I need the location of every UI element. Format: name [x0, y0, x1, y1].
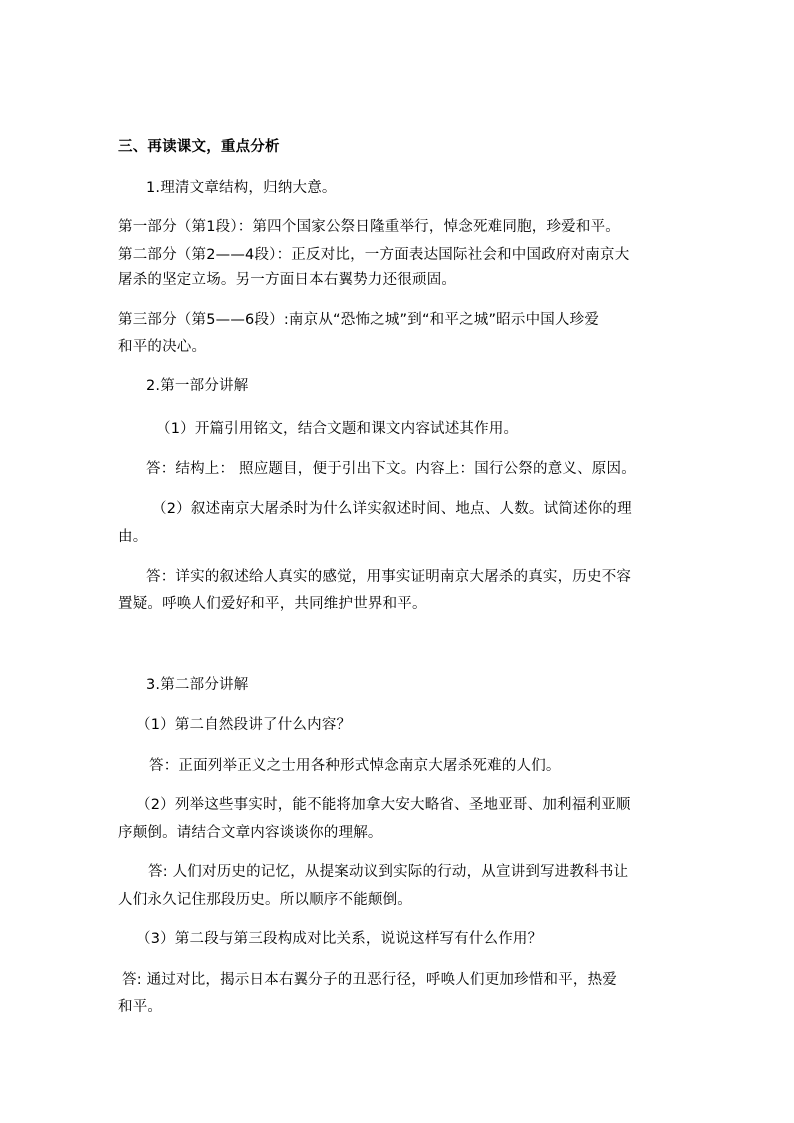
answer-3-3-line-1: 答: 通过对比，揭示日本右翼分子的丑恶行径，呼唤人们更加珍惜和平，热爱 — [122, 972, 617, 988]
answer-3-2-line-2: 人们永久记住那段历史。所以顺序不能颠倒。 — [118, 892, 412, 908]
part-2-summary-line-1: 第二部分（第2——4段）：正反对比，一方面表达国际社会和中国政府对南京大 — [118, 247, 630, 263]
question-2-1: （1）开篇引用铭文，结合文题和课文内容试述其作用。 — [156, 421, 519, 437]
question-3-1: （1）第二自然段讲了什么内容？ — [136, 717, 352, 733]
answer-2-2-line-1: 答：详实的叙述给人真实的感觉，用事实证明南京大屠杀的真实，历史不容 — [146, 569, 632, 585]
answer-2-1: 答：结构上： 照应题目，便于引出下文。内容上：国行公祭的意义、原因。 — [146, 461, 636, 477]
answer-3-1: 答：正面列举正义之士用各种形式悼念南京大屠杀死难的人们。 — [149, 758, 561, 774]
answer-3-3-line-2: 和平。 — [118, 999, 163, 1015]
part-3-summary-line-2: 和平的决心。 — [118, 339, 207, 355]
question-2-2-line-2: 由。 — [118, 529, 148, 545]
question-3-3: （3）第二段与第三段构成对比关系，说说这样写有什么作用？ — [136, 931, 543, 947]
part-2-summary-line-2: 屠杀的坚定立场。另一方面日本右翼势力还很顽固。 — [118, 272, 457, 288]
question-3-2-line-2: 序颠倒。请结合文章内容谈谈你的理解。 — [118, 825, 383, 841]
section-heading: 三、再读课文，重点分析 — [118, 139, 280, 155]
answer-3-2-line-1: 答: 人们对历史的记忆，从提案动议到实际的行动，从宣讲到写进教科书让 — [148, 864, 629, 880]
part-3-summary-line-1: 第三部分（第5——6段）:南京从“恐怖之城”到“和平之城”昭示中国人珍爱 — [118, 312, 600, 328]
question-3-2-line-1: （2）列举这些事实时，能不能将加拿大安大略省、圣地亚哥、加利福利亚顺 — [136, 797, 631, 813]
answer-2-2-line-2: 置疑。呼唤人们爱好和平，共同维护世界和平。 — [118, 596, 427, 612]
subsection-1-title: 1.理清文章结构，归纳大意。 — [146, 180, 337, 196]
part-1-summary: 第一部分（第1段）：第四个国家公祭日隆重举行，悼念死难同胞，珍爱和平。 — [118, 219, 620, 235]
subsection-2-title: 2.第一部分讲解 — [146, 378, 249, 394]
question-2-2-line-1: （2）叙述南京大屠杀时为什么详实叙述时间、地点、人数。试简述你的理 — [152, 501, 632, 517]
subsection-3-title: 3.第二部分讲解 — [146, 677, 249, 693]
